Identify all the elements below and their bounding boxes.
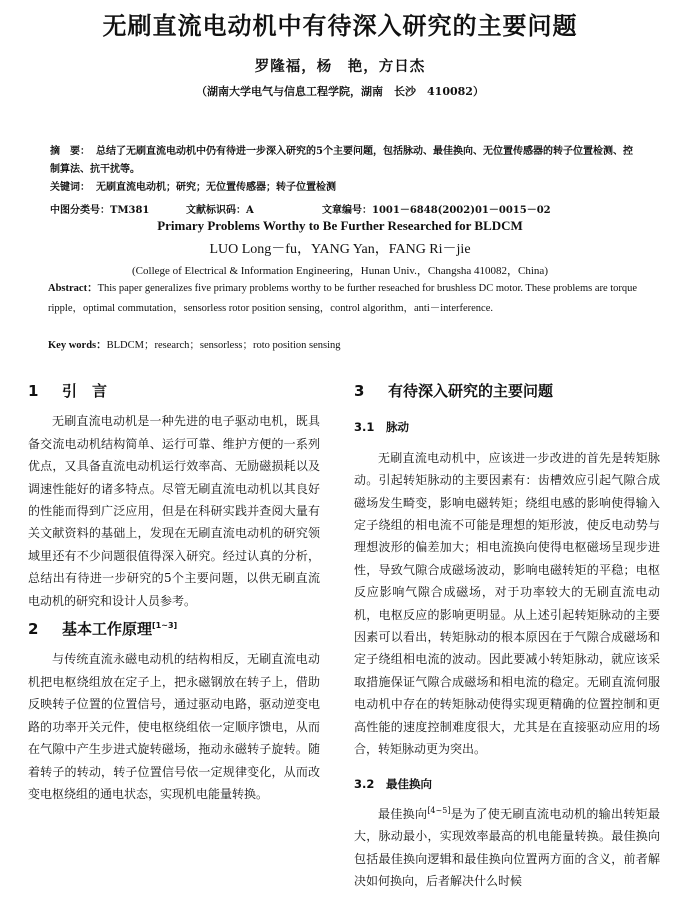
section-2-heading [28, 618, 320, 640]
section-2-title: 基本工作原理 [62, 620, 153, 639]
english-affiliation: (College of Electrical & Information Engineering，Hunan Univ.，Changsha 410082，China) [132, 265, 548, 277]
doc-code: 文献标识码：A [186, 205, 254, 216]
section-3-number: 3 [354, 382, 365, 400]
section-1-title: 引 言 [62, 382, 108, 400]
subsection-3-2-citation: [4~5] [427, 805, 451, 815]
subsection-3-2-paragraph [354, 803, 660, 893]
subsection-3-1-number: 3.1 [354, 420, 375, 435]
english-keywords [48, 337, 644, 352]
english-abstract [48, 279, 644, 319]
english-keywords-label: Key words： [48, 340, 107, 351]
keywords-zh-text: 无刷直流电动机；研究；无位置传感器；转子位置检测 [96, 182, 336, 193]
abstract-zh-text: 总结了无刷直流电动机中仍有待进一步深入研究的5个主要问题，包括脉动、最佳换向、无位置传感器的转子位置检测、控制算法、抗干扰等。 [50, 146, 633, 175]
section-2-citation: [1~3] [152, 621, 178, 631]
english-keywords-text: BLDCM；research；sensorless；roto position sensing [106, 340, 341, 351]
authors-zh: 罗隆福，杨 艳，方日杰 [254, 58, 426, 75]
paper-title: 无刷直流电动机中有待深入研究的主要问题 [102, 12, 578, 40]
section-1-heading [28, 380, 320, 402]
abstract-zh [50, 143, 640, 197]
subsection-3-1-paragraph: 无刷直流电动机中，应该进一步改进的首先是转矩脉动。引起转矩脉动的主要因素有：齿槽效应引起气隙合成磁场发生畸变，影响电磁转矩；绕组电感的影响使得输入定子绕组的相电流不可能是理想的矩形波，使反电动势与理想波形的偏差加大；相电流换向使得电枢磁场呈现步进性，导致气隙合成磁场波动，影响电磁转矩的平稳；电枢反应影响气隙合成磁场，对于功率较大的无刷直流电动机，电枢反应的影响更明显。从上述引起转矩脉动的主要因素可以看出，转矩脉动的根本原因在于气隙合成磁场和定子绕组相电流的波动。因此要减小转矩脉动，就应该采取措施保证气隙合成磁场和相电流的稳定。无刷直流伺服电动机中存在的转矩脉动使得实现更精确的位置控制和更高性能的速度控制难度很大，尤其是在直接驱动应用的场合，转矩脉动更为突出。 [354, 450, 660, 757]
left-column [28, 380, 320, 805]
subsection-3-2-number: 3.2 [354, 776, 375, 791]
subsection-3-2-heading [354, 773, 660, 795]
article-number: 文章编号：1001－6848(2002)01－0015－02 [322, 205, 551, 216]
affiliation-zh: （湖南大学电气与信息工程学院，湖南 长沙 410082） [196, 85, 484, 98]
section-1-number: 1 [28, 382, 39, 400]
section-2-number: 2 [28, 620, 39, 639]
subsection-3-2-title: 最佳换向 [386, 776, 432, 791]
abstract-zh-label: 摘 要： [50, 146, 90, 157]
subsection-3-2-rest: 是为了使无刷直流电动机的输出转矩最大，脉动最小，实现效率最高的机电能量转换。最佳换向包括最佳换向逻辑和最佳换向位置两方面的含义，前者解决如何换向，后者解决什么时候 [354, 806, 660, 889]
english-authors: LUO Long－fu，YANG Yan，FANG Ri－jie [209, 242, 471, 257]
subsection-3-2-lead: 最佳换向 [378, 806, 428, 821]
clc-number: 中图分类号：TM381 [50, 205, 150, 216]
subsection-3-1-title: 脉动 [386, 420, 409, 435]
section-2-paragraph: 与传统直流永磁电动机的结构相反，无刷直流电动机把电枢绕组放在定子上，把永磁钢放在转子上，借助反映转子位置的位置信号，通过驱动电路，驱动逆变电路的功率开关元件，使电枢绕组依一定顺序馈电，从而在气隙中产生步进式旋转磁场，拖动永磁转子旋转。随着转子的转动，转子位置信号依一定规律变化，从而改变电枢绕组的通电状态，实现机电能量转换。 [28, 652, 320, 801]
keywords-zh-label: 关键词： [50, 182, 90, 193]
english-title: Primary Problems Worthy to Be Further Researched for BLDCM [157, 218, 523, 233]
english-abstract-label: Abstract： [48, 283, 98, 294]
section-3-heading [354, 380, 660, 402]
right-column [354, 380, 660, 893]
section-3-title: 有待深入研究的主要问题 [388, 382, 554, 400]
section-1-paragraph: 无刷直流电动机是一种先进的电子驱动电机，既具备交流电动机结构简单、运行可靠、维护方便的一系列优点，又具备直流电动机运行效率高、无励磁损耗以及调速性能好的诸多特点。尽管无刷直流电动机以其良好的性能而得到广泛应用，但是在科研实践并查阅大量有关文献资料的基础上，发现在无刷直流电动机的研究领域里还有不少问题很值得深入研究。经过认真的分析，总结出有待进一步研究的5个主要问题，以供无刷直流电动机的研究和设计人员参考。 [28, 414, 320, 608]
english-abstract-text: This paper generalizes five primary problems worthy to be further reseached for brushless DC motor. These problems are torque ripple，optimal commutation，sensorless rotor position sensing，control algorithm，anti－interference. [48, 283, 638, 314]
subsection-3-1-heading [354, 416, 660, 438]
